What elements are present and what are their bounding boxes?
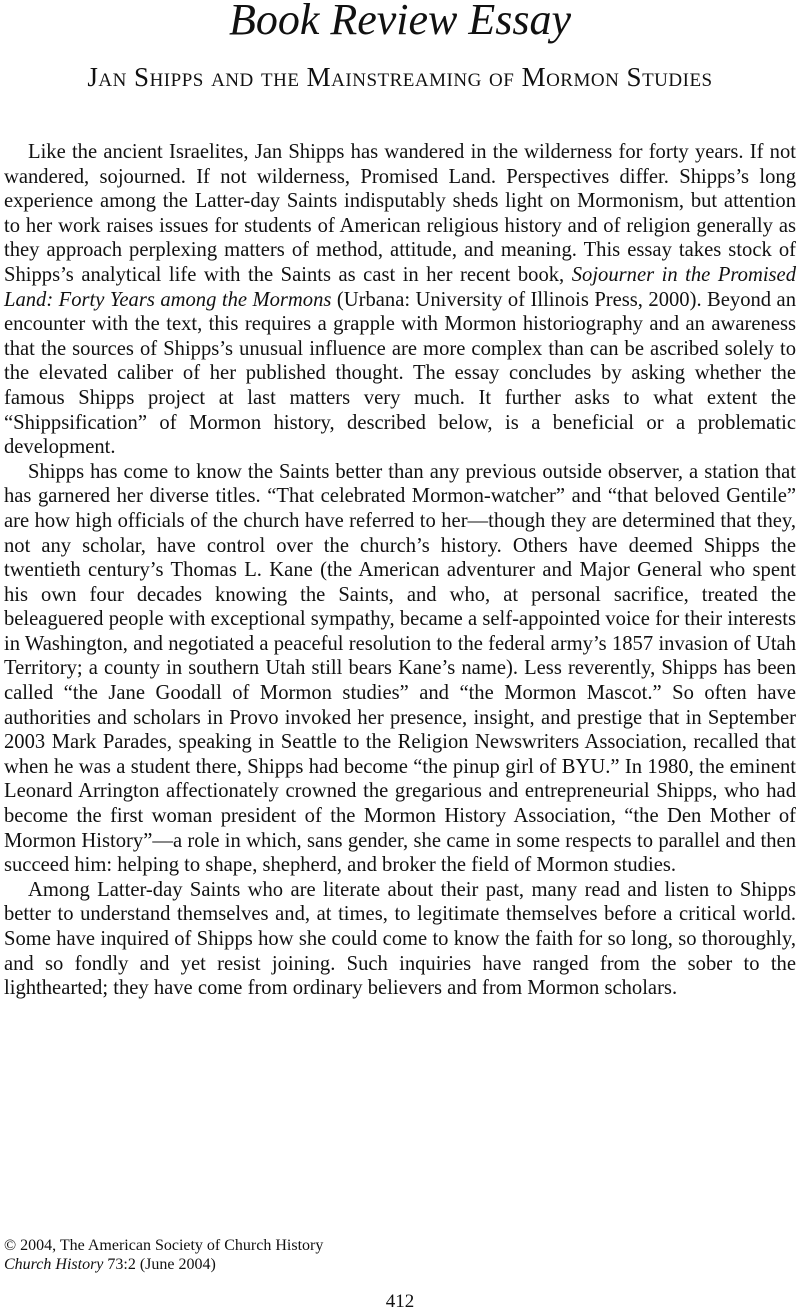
journal-issue: 73:2 (June 2004) xyxy=(103,1256,216,1273)
paragraph-2: Shipps has come to know the Saints better than any previous outside observer, a station that has garnered her diverse titles. “That celebrated Mormon-watcher” and “that beloved Gentile” are how high officials of the church have referred to her—though they are determined that they, not any scholar, have control over the church’s history. Others have deemed Shipps the twentieth century’s Thomas L. Kane (the American adventurer and Major General who spent his own four decades knowing the Saints, and who, at personal sacrifice, treated the beleaguered people with exceptional sympathy, became a self-appointed voice for their interests in Washington, and negotiated a peaceful resolution to the federal army’s 1857 invasion of Utah Territory; a county in southern Utah still bears Kane’s name). Less reverently, Shipps has been called “the Jane Goodall of Mormon studies” and “the Mormon Mascot.” So often have authorities and scholars in Provo invoked her presence, insight, and prestige that in September 2003 Mark Parades, speaking in Seattle to the Religion Newswriters Association, recalled that when he was a student there, Shipps had become “the pinup girl of BYU.” In 1980, the eminent Leonard Arrington affectionately crowned the gregarious and entrepreneurial Shipps, who had become the first woman president of the Mormon History Association, “the Den Mother of Mormon History”—a role in which, sans gender, she came in some respects to parallel and then succeed him: helping to shape, shepherd, and broker the field of Mormon studies. xyxy=(4,460,796,877)
journal-name: Church History xyxy=(4,1256,104,1273)
paragraph-3: Among Latter-day Saints who are literate about their past, many read and listen to Shipps better to understand themselves and, at times, to legitimate themselves before a critical world. Some have inquired of Shipps how she could come to know the faith for so long, so thoroughly, and so fondly and yet resist joining. Such inquiries have ranged from the sober to the lighthearted; they have come from ordinary believers and from Mormon scholars. xyxy=(4,878,796,1000)
paragraph-1-text-b: (Urbana: University of Illinois Press, 2000). Beyond an encounter with the text, this requires a grapple with Mormon historiography and an awareness that the sources of Shipps’s unusual influence are more complex than can be ascribed solely to the elevated caliber of her published thought. The essay concludes by asking whether the famous Shipps project at last matters very much. It further asks to what extent the “Shippsification” of Mormon history, described below, is a beneficial or a problematic development. xyxy=(4,288,796,459)
section-heading: Book Review Essay xyxy=(228,0,572,44)
book-title: Sojourner in the Promised Land: Forty Years among the Mormons xyxy=(4,263,796,311)
article-title: Jan Shipps and the Mainstreaming of Mormon Studies xyxy=(87,62,713,92)
article-body xyxy=(4,140,796,1001)
paragraph-1-text-a: Like the ancient Israelites, Jan Shipps has wandered in the wilderness for forty years. If not wandered, sojourned. If not wilderness, Promised Land. Perspectives differ. Shipps’s long experience among the Latter-day Saints indisputably sheds light on Mormonism, but attention to her work raises issues for students of American religious history and of religion generally as they approach perplexing matters of method, attitude, and meaning. This essay takes stock of Shipps’s analytical life with the Saints as cast in her recent book, xyxy=(4,141,796,286)
footnote xyxy=(4,1236,604,1274)
page-number: 412 xyxy=(385,1291,415,1312)
copyright-line: © 2004, The American Society of Church History xyxy=(4,1237,324,1254)
paragraph-1 xyxy=(4,140,796,460)
citation-line xyxy=(4,1255,604,1274)
